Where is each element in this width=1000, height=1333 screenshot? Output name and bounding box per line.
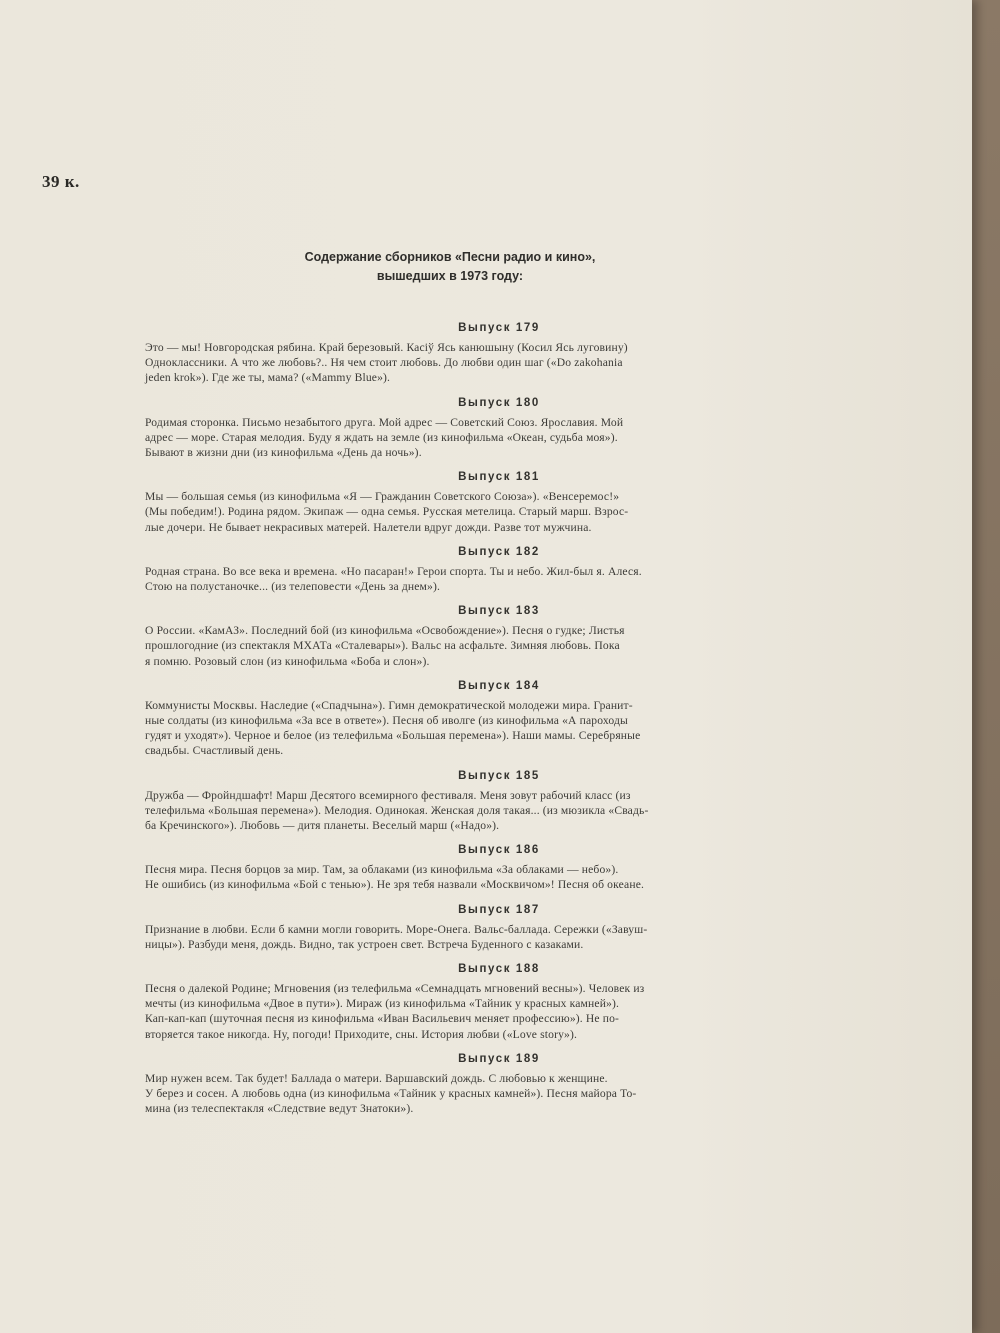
issues-list: [145, 319, 853, 1125]
issue-song-list: [145, 489, 853, 535]
heading-line-2: вышедших в 1973 году:: [376, 269, 524, 283]
issue-title: Выпуск 180: [458, 396, 540, 409]
song-list-line: свадьбы. Счастливый день.: [145, 744, 284, 758]
issue-title: Выпуск 187: [458, 903, 540, 916]
issue-title: Выпуск 185: [458, 769, 540, 782]
song-list-line: Дружба — Фройндшафт! Марш Десятого всемирного фестиваля. Меня зовут рабочий класс (из: [145, 788, 631, 802]
issue-block: [145, 960, 853, 1042]
issue-song-list: [145, 564, 853, 594]
issue-block: [145, 543, 853, 594]
song-list-line: ба Кречинского»). Любовь — дитя планеты. Веселый марш («Надо»).: [145, 819, 500, 833]
issue-block: [145, 1050, 853, 1117]
song-list-line: Кап-кап-кап (шуточная песня из кинофильма «Иван Васильевич меняет профессию»). Не по-: [145, 1012, 620, 1026]
issue-block: [145, 468, 853, 535]
issue-title: Выпуск 189: [458, 1052, 540, 1065]
issue-block: [145, 319, 853, 386]
issue-block: [145, 602, 853, 669]
contents-heading: [230, 248, 670, 286]
price-label: 39 к.: [42, 172, 80, 191]
song-list-line: jeden krok»). Где же ты, мама? («Mammy Blue»).: [145, 371, 391, 385]
issue-song-list: [145, 862, 853, 892]
song-list-line: мина (из телеспектакля «Следствие ведут Знатоки»).: [145, 1102, 414, 1116]
song-list-line: Не ошибись (из кинофильма «Бой с тенью»). Не зря тебя назвали «Москвичом»! Песня об океане.: [145, 878, 645, 892]
issue-title: Выпуск 186: [458, 844, 540, 857]
song-list-line: Родимая сторонка. Письмо незабытого друга. Мой адрес — Советский Союз. Ярославия. Мой: [145, 415, 624, 429]
song-list-line: ницы»). Разбуди меня, дождь. Видно, так устроен свет. Встреча Буденного с казаками.: [145, 937, 584, 951]
song-list-line: Признание в любви. Если б камни могли говорить. Море-Онега. Вальс-баллада. Сережки («Завуш-: [145, 922, 648, 936]
song-list-line: вторяется такое никогда. Ну, погоди! Приходите, сны. История любви («Love story»).: [145, 1027, 578, 1041]
song-list-line: Стою на полустаночке... (из телеповести «День за днем»).: [145, 580, 441, 594]
issue-title: Выпуск 188: [458, 963, 540, 976]
song-list-line: мечты (из кинофильма «Двое в пути»). Мираж (из кинофильма «Тайник у красных камней»).: [145, 997, 620, 1011]
issue-title: Выпуск 184: [458, 679, 540, 692]
song-list-line: Песня о далекой Родине; Мгновения (из телефильма «Семнадцать мгновений весны»). Человек из: [145, 982, 645, 996]
song-list-line: лые дочери. Не бывает некрасивых матерей. Налетели вдруг дожди. Разве тот мужчина.: [145, 520, 592, 534]
song-list-line: Песня мира. Песня борцов за мир. Там, за облаками (из кинофильма «За облаками — небо»).: [145, 863, 619, 877]
song-list-line: Родная страна. Во все века и времена. «Но пасаран!» Герои спорта. Ты и небо. Жил-был я. Алеся.: [145, 564, 642, 578]
song-list-line: прошлогодние (из спектакля МХАТа «Сталевары»). Вальс на асфальте. Зимняя любовь. Пока: [145, 639, 620, 653]
issue-song-list: [145, 415, 853, 461]
song-list-line: О России. «КамАЗ». Последний бой (из кинофильма «Освобождение»). Песня о гудке; Листья: [145, 624, 625, 638]
issue-block: [145, 767, 853, 834]
song-list-line: У берез и сосен. А любовь одна (из кинофильма «Тайник у красных камней»). Песня майора То-: [145, 1087, 637, 1101]
song-list-line: ные солдаты (из кинофильма «За все в ответе»). Песня об иволге (из кинофильма «А пароходы: [145, 714, 628, 728]
song-list-line: гудят и уходят»). Черное и белое (из телефильма «Большая перемена»). Наши мамы. Серебряные: [145, 729, 641, 743]
issue-song-list: [145, 340, 853, 386]
issue-title: Выпуск 182: [458, 545, 540, 558]
issue-block: [145, 394, 853, 461]
song-list-line: Коммунисты Москвы. Наследие («Спадчына»). Гимн демократической молодежи мира. Гранит-: [145, 698, 633, 712]
song-list-line: Мир нужен всем. Так будет! Баллада о матери. Варшавский дождь. С любовью к женщине.: [145, 1071, 608, 1085]
issue-title: Выпуск 179: [458, 322, 540, 334]
song-list-line: Одноклассники. А что же любовь?.. Ня чем стоит любовь. До любви один шаг («Do zakohania: [145, 356, 623, 370]
issue-song-list: [145, 981, 853, 1042]
song-list-line: адрес — море. Старая мелодия. Буду я ждать на земле (из кинофильма «Океан, судьба моя»).: [145, 430, 618, 444]
issue-song-list: [145, 623, 853, 669]
heading-line-1: Содержание сборников «Песни радио и кино»,: [304, 250, 596, 264]
issue-block: [145, 677, 853, 759]
song-list-line: телефильма «Большая перемена»). Мелодия. Одинокая. Женская доля такая... (из мюзикла «Свадь-: [145, 803, 649, 817]
issue-song-list: [145, 922, 853, 952]
song-list-line: я помню. Розовый слон (из кинофильма «Боба и слон»).: [145, 654, 430, 668]
issue-song-list: [145, 788, 853, 834]
song-list-line: (Мы победим!). Родина рядом. Экипаж — одна семья. Русская метелица. Старый марш. Взрос-: [145, 505, 629, 519]
song-list-line: Бывают в жизни дни (из кинофильма «День да ночь»).: [145, 446, 422, 460]
issue-title: Выпуск 181: [458, 471, 540, 484]
issue-title: Выпуск 183: [458, 605, 540, 618]
issue-song-list: [145, 698, 853, 759]
issue-song-list: [145, 1071, 853, 1117]
issue-block: [145, 841, 853, 892]
issue-block: [145, 901, 853, 952]
song-list-line: Это — мы! Новгородская рябина. Край березовый. Касіў Ясь канюшыну (Косил Ясь луговину): [145, 341, 628, 354]
song-list-line: Мы — большая семья (из кинофильма «Я — Гражданин Советского Союза»). «Венсеремос!»: [145, 490, 620, 504]
